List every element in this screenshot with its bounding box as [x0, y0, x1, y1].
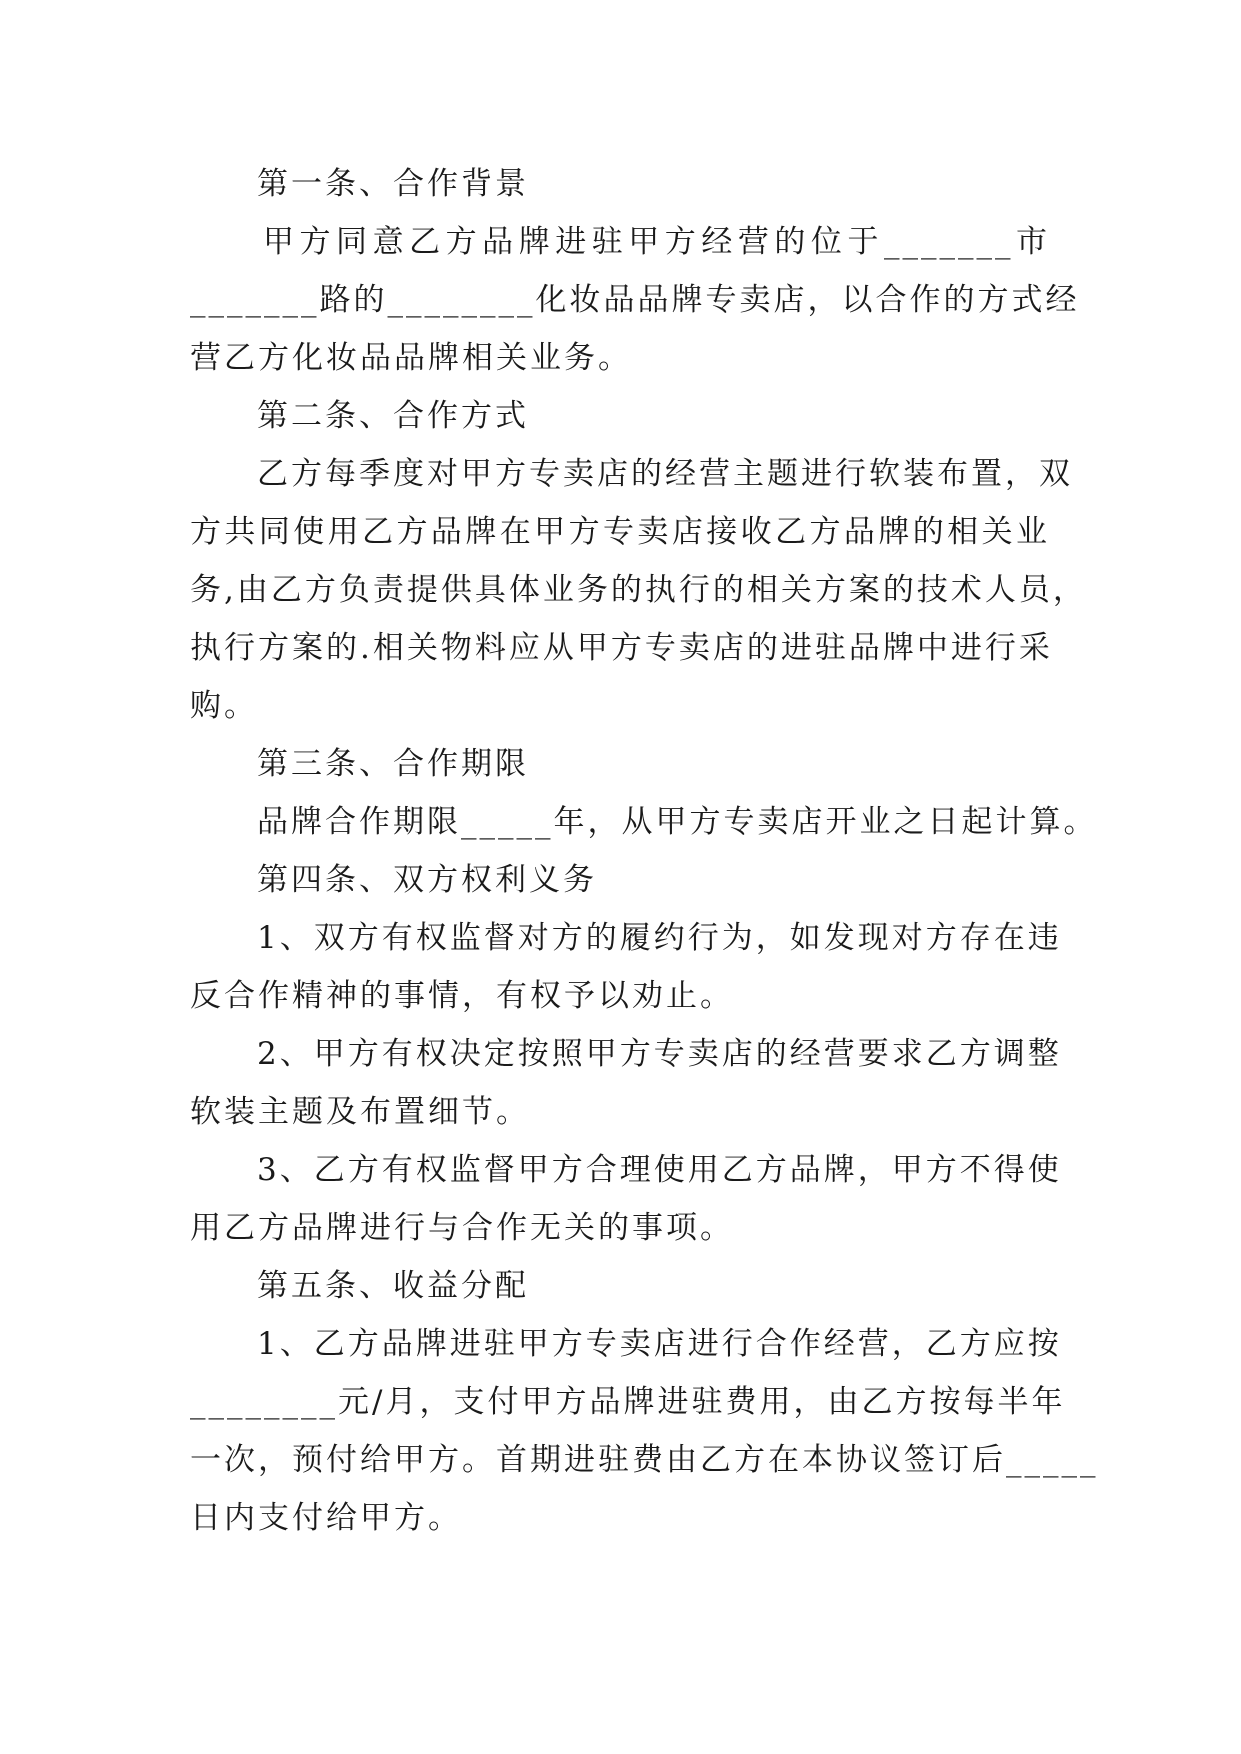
paragraph-line: 执行方案的.相关物料应从甲方专卖店的进驻品牌中进行采 — [190, 630, 1053, 666]
paragraph-line: 营乙方化妆品品牌相关业务。 — [190, 340, 632, 376]
paragraph-line: 方共同使用乙方品牌在甲方专卖店接收乙方品牌的相关业 — [190, 514, 1050, 550]
section-heading-5: 第五条、收益分配 — [257, 1268, 529, 1304]
paragraph-line: 一次，预付给甲方。首期进驻费由乙方在本协议签订后_____ — [190, 1442, 1099, 1478]
paragraph-line: _______路的________化妆品品牌专卖店，以合作的方式经 — [190, 282, 1080, 318]
paragraph-line: 品牌合作期限_____年，从甲方专卖店开业之日起计算。 — [257, 804, 1098, 840]
paragraph-line: 软装主题及布置细节。 — [190, 1094, 530, 1130]
section-heading-1: 第一条、合作背景 — [257, 166, 529, 202]
paragraph-line: 1、双方有权监督对方的履约行为，如发现对方存在违 — [257, 920, 1062, 956]
paragraph-line: 1、乙方品牌进驻甲方专卖店进行合作经营，乙方应按 — [257, 1326, 1062, 1362]
section-heading-3: 第三条、合作期限 — [257, 746, 529, 782]
paragraph-line: 日内支付给甲方。 — [190, 1500, 462, 1536]
paragraph-line: ________元/月，支付甲方品牌进驻费用，由乙方按每半年 — [190, 1384, 1066, 1420]
paragraph-line: 甲方同意乙方品牌进驻甲方经营的位于_______市 — [263, 224, 1050, 260]
paragraph-line: 2、甲方有权决定按照甲方专卖店的经营要求乙方调整 — [257, 1036, 1062, 1072]
paragraph-line: 反合作精神的事情，有权予以劝止。 — [190, 978, 734, 1014]
section-heading-4: 第四条、双方权利义务 — [257, 862, 597, 898]
paragraph-line: 3、乙方有权监督甲方合理使用乙方品牌，甲方不得使 — [257, 1152, 1062, 1188]
paragraph-line: 用乙方品牌进行与合作无关的事项。 — [190, 1210, 734, 1246]
paragraph-line: 务,由乙方负责提供具体业务的执行的相关方案的技术人员， — [190, 572, 1087, 608]
paragraph-line: 乙方每季度对甲方专卖店的经营主题进行软装布置，双 — [257, 456, 1073, 492]
paragraph-line: 购。 — [190, 688, 258, 724]
section-heading-2: 第二条、合作方式 — [257, 398, 529, 434]
